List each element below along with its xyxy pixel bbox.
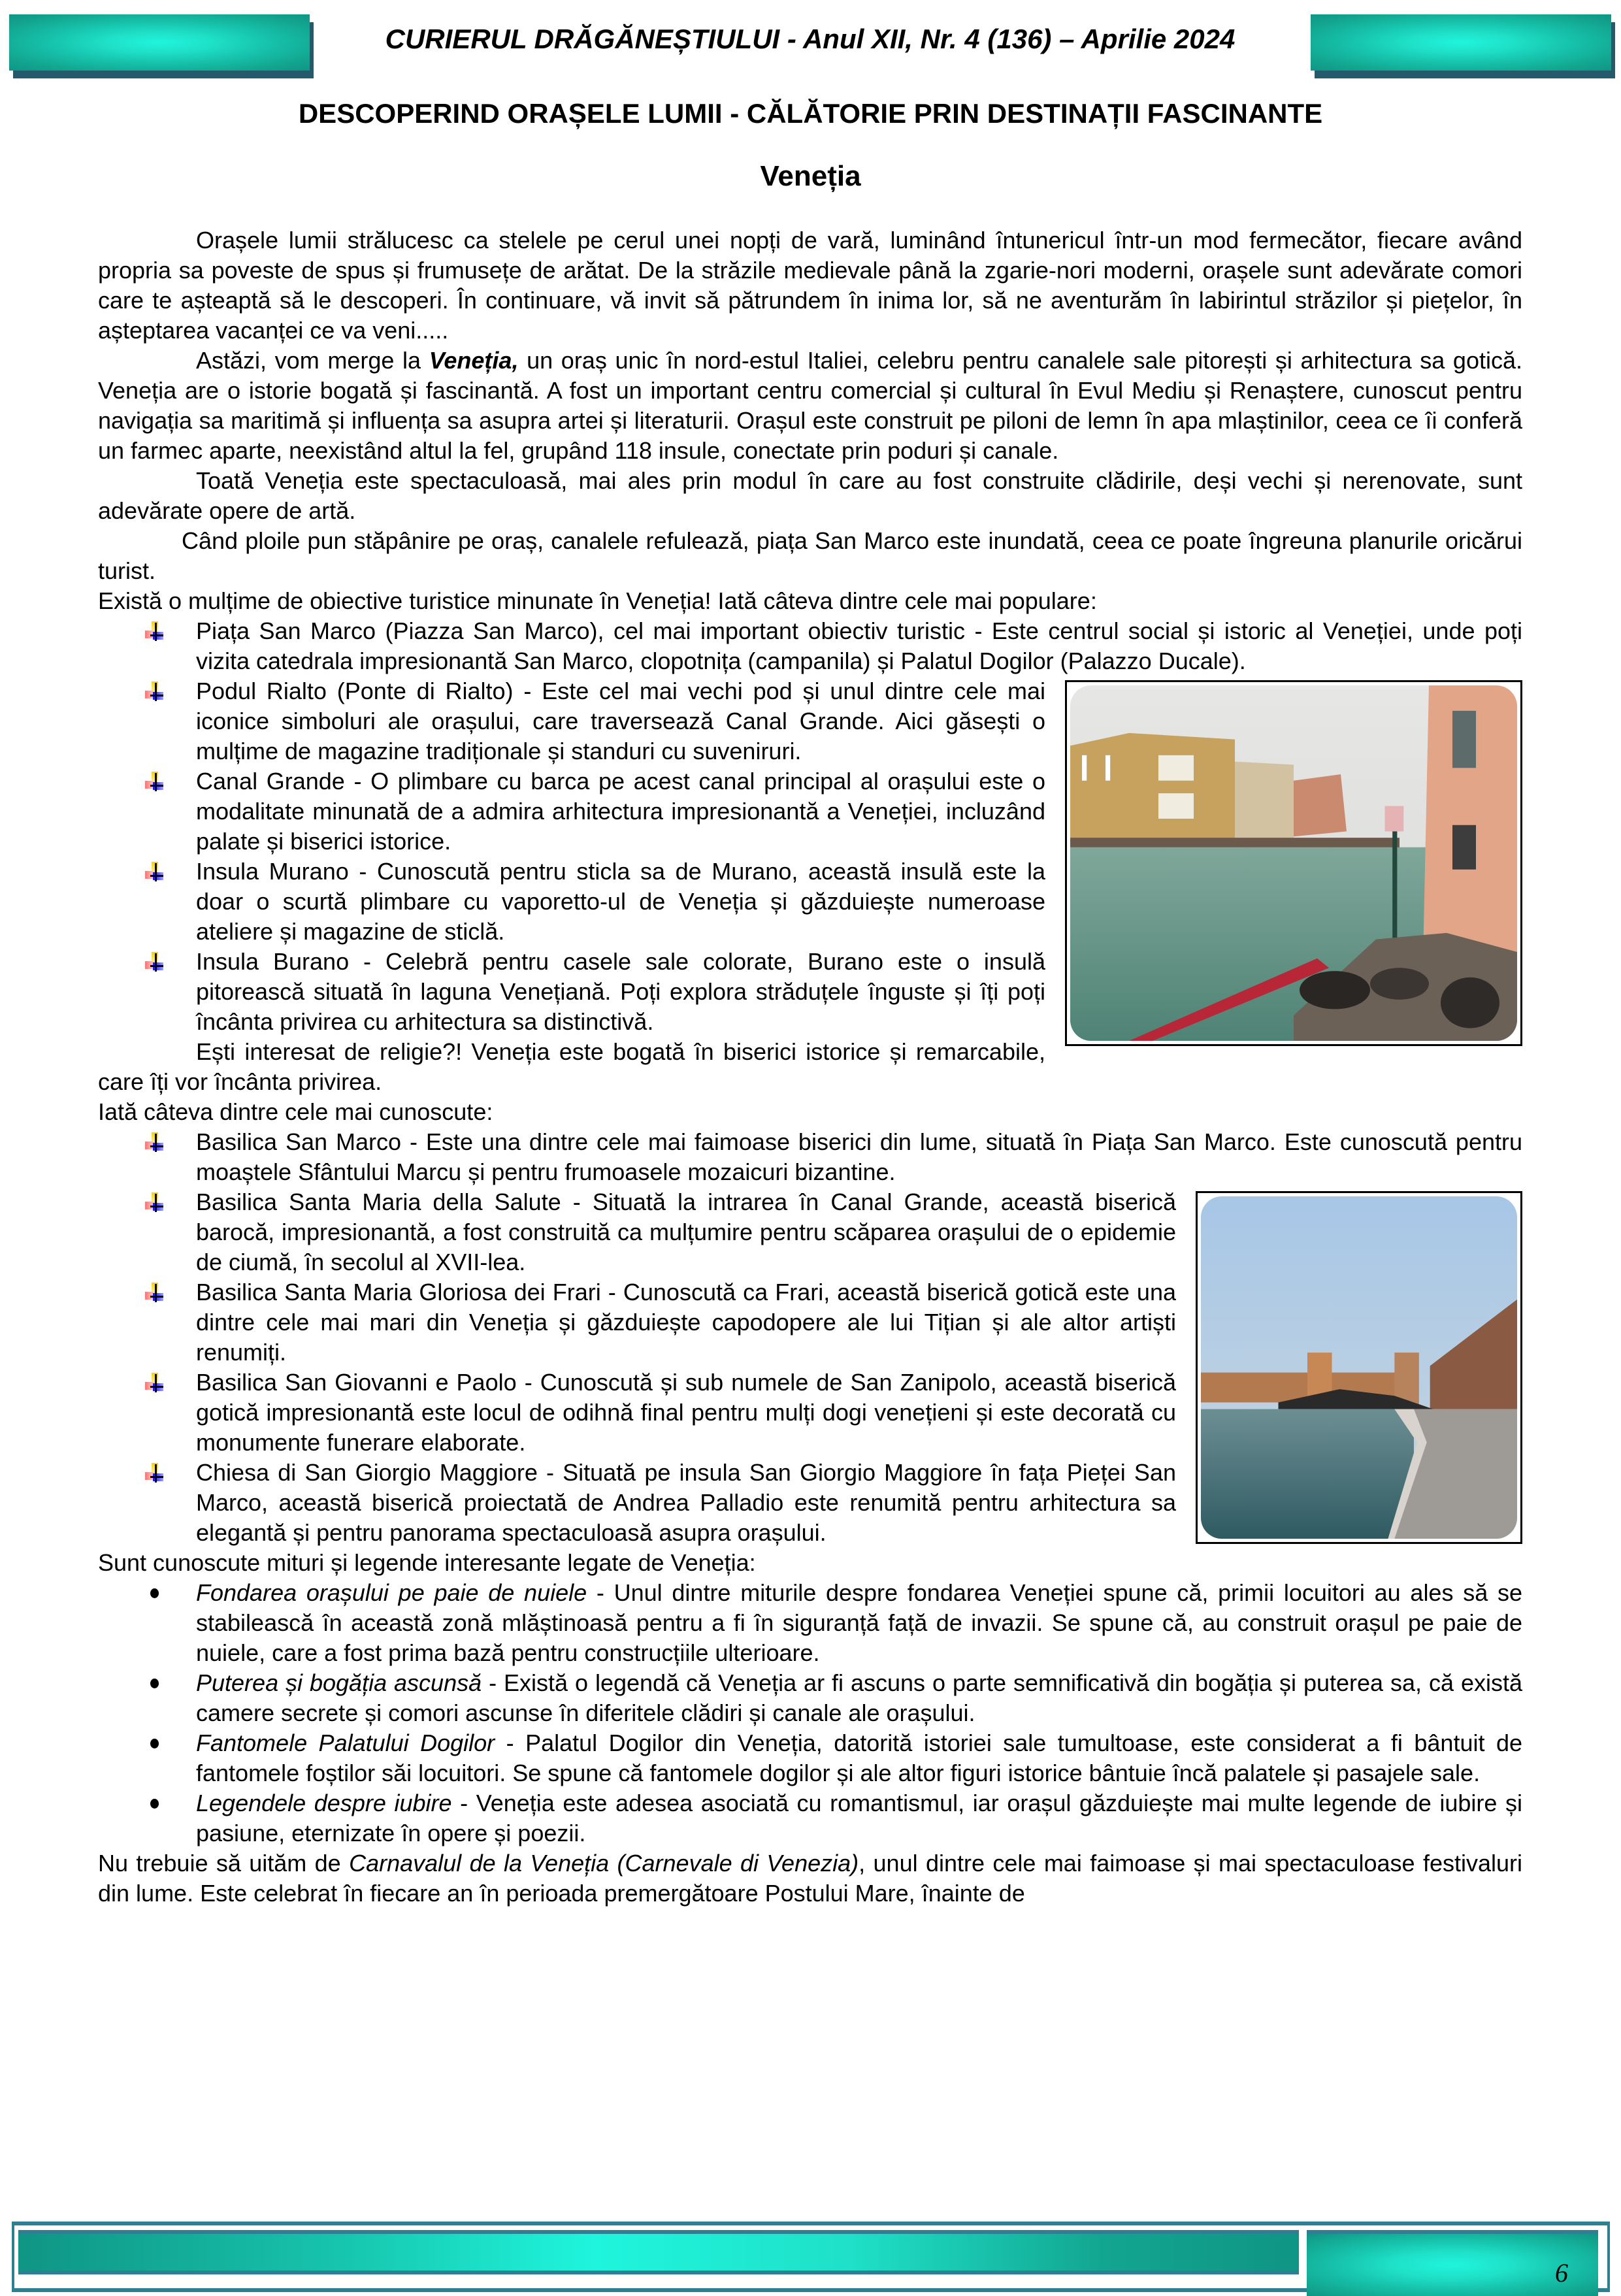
legend-text: - Veneția este adesea asociată cu romantismul, iar orașul găzduiește mai multe legende de iubire și pasiune, eternizate în opere și poezii. [196, 1790, 1522, 1846]
church-text: Basilica Santa Maria della Salute - Situată la intrarea în Canal Grande, această biserică barocă, impresionantă, a fost construită ca mulțumire pentru scăparea orașului de o epidemie de ciumă, în secolul al XVII-lea. [196, 1189, 1176, 1275]
bullet-dot-icon [150, 1679, 159, 1688]
venice-highlight: Veneția, [429, 347, 519, 374]
list-item-attraction [98, 616, 1522, 676]
page-number: 6 [1555, 2258, 1568, 2288]
running-header-title: CURIERUL DRĂGĂNEȘTIULUI - Anul XII, Nr. 4 (136) – Aprilie 2024 [385, 24, 1236, 54]
church-text: Chiesa di San Giorgio Maggiore - Situată pe insula San Giorgio Maggiore în fața Pieței San Marco, această biserică proiectată de Andrea Palladio este renumită pentru arhitectura sa elegantă și pentru panorama spectaculoasă asupra orașului. [196, 1459, 1176, 1546]
attraction-text: Insula Burano - Celebră pentru casele sale colorate, Burano este o insulă pitorească situată în laguna Venețiană. Poți explora străduțele înguste și îți poți încânta privirea cu arhitectura sa distinctivă. [196, 948, 1045, 1035]
colored-square-bullet-icon [145, 862, 165, 881]
legends-list [98, 1578, 1522, 1728]
colored-square-bullet-icon [145, 681, 165, 701]
legend-title: Legendele despre iubire [196, 1790, 452, 1816]
article-title: DESCOPERIND ORAȘELE LUMII - CĂLĂTORIE PRIN DESTINAȚII FASCINANTE [298, 98, 1323, 129]
architecture-paragraph: Toată Veneția este spectaculoasă, mai ales prin modul în care au fost construite clădirile, deși vechi și nerenovate, sunt adevărate opere de artă. [98, 467, 1522, 524]
attraction-text: Canal Grande - O plimbare cu barca pe acest canal principal al orașului este o modalitate minunată de a admira arhitectura impresionantă a Veneției, incluzând palate și biserici istorice. [196, 768, 1045, 855]
list-item-legend [98, 1578, 1522, 1668]
list-item-church [98, 1127, 1522, 1187]
list-item-legend [98, 1728, 1522, 1788]
carnival-name: Carnavalul de la Veneția (Carnevale di Venezia) [349, 1850, 859, 1877]
attractions-intro: Există o mulțime de obiective turistice minunate în Veneția! Iată câteva dintre cele mai populare: [98, 587, 1097, 614]
header-decoration-right [1311, 14, 1611, 71]
churches-list-continued [98, 1187, 1522, 1548]
church-text: Basilica San Giovanni e Paolo - Cunoscută și sub numele de San Zanipolo, această biserică gotică impresionantă este locul de odihnă final pentru mulți dogi venețieni și este decorată cu monumente funerare elaborate. [196, 1369, 1176, 1456]
list-item-legend [98, 1788, 1522, 1848]
bullet-dot-icon [150, 1739, 159, 1748]
venice-paragraph-rest: un oraș unic în nord-estul Italiei, celebru pentru canalele sale pitorești și arhitectura sa gotică. Veneția are o istorie bogată și fascinantă. A fost un important centru comercial și cultural în Evul Mediu și Renaștere, cunoscut pentru navigația sa maritimă și influența sa asupra artei și literaturii. Orașul este construit pe piloni de lemn în apa mlaștinilor, ceea ce îi conferă un farmec aparte, neexistând altul la fel, grupând 118 insule, conectate prin poduri și canale. [98, 347, 1522, 464]
list-item-attraction [98, 766, 1522, 857]
legends-intro: Sunt cunoscute mituri și legende interesante legate de Veneția: [98, 1549, 756, 1576]
legend-title: Puterea și bogăția ascunsă [196, 1669, 482, 1696]
article-body [98, 225, 1522, 1909]
carnival-start: Nu trebuie să uităm de [98, 1850, 350, 1877]
churches-intro: Iată câteva dintre cele mai cunoscute: [98, 1098, 493, 1125]
list-item-church [98, 1368, 1522, 1458]
list-item-church [98, 1277, 1522, 1368]
list-item-church [98, 1458, 1522, 1548]
legend-title: Fondarea orașului pe paie de nuiele [196, 1579, 587, 1606]
list-item-attraction [98, 857, 1522, 947]
attraction-text: Podul Rialto (Ponte di Rialto) - Este cel mai vechi pod și unul dintre cele mai iconice simboluri ale orașului, care traversează Canal Grande. Aici găsești o mulțime de magazine tradiționale și standuri cu suveniruri. [196, 678, 1045, 764]
carnival-rest: , unul dintre cele mai faimoase și mai spectaculoase festivaluri din lume. Este celebrat în fiecare an în perioada premergătoare Postului Mare, înainte de [98, 1850, 1523, 1907]
bullet-dot-icon [150, 1588, 159, 1598]
colored-square-bullet-icon [145, 1192, 165, 1212]
attractions-list-continued [98, 676, 1522, 1037]
venice-paragraph-start: Astăzi, vom merge la [196, 347, 429, 374]
list-item-attraction [98, 947, 1522, 1037]
colored-square-bullet-icon [145, 1373, 165, 1392]
list-item-legend [98, 1668, 1522, 1728]
legend-text: - Există o legendă că Veneția ar fi ascuns o parte semnificativă din bogăția și puterea sa, că există camere secrete și comori ascunse în diferitele clădiri și canale ale orașului. [196, 1669, 1522, 1726]
article-subtitle: Veneția [760, 160, 861, 192]
attractions-list [98, 616, 1522, 676]
attraction-text: Insula Murano - Cunoscută pentru sticla sa de Murano, această insulă este la doar o scurtă plimbare cu vaporetto-ul de Veneția și găzduiește numeroase ateliere și magazine de sticlă. [196, 858, 1045, 945]
legend-text: - Unul dintre miturile despre fondarea Veneției spune că, primii locuitori au ales să se stabilească în această zonă mlăștinoasă pentru a fi în siguranță față de invazii. Se spune că, au construit orașul pe paie de nuiele, care a fost prima bază pentru construcțiile ulterioare. [196, 1579, 1522, 1666]
churches-list [98, 1127, 1522, 1187]
colored-square-bullet-icon [145, 1132, 165, 1152]
bullet-dot-icon [150, 1799, 159, 1809]
religion-paragraph: Ești interesat de religie?! Veneția este bogată în biserici istorice și remarcabile, care îți vor încânta privirea. [98, 1038, 1045, 1095]
intro-paragraph: Orașele lumii strălucesc ca stelele pe cerul unei nopți de vară, luminând întunericul într-un mod fermecător, fiecare având propria sa poveste de spus și frumusețe de arătat. De la străzile medievale până la zgarie-nori moderni, orașele sunt adevărate comori care te așteaptă să le descoperi. În continuare, vă invit să pătrundem în inima lor, să ne aventurăm în labirintul străzilor și piețelor, în așteptarea vacanței ce va veni..... [98, 227, 1522, 344]
list-item-attraction [98, 676, 1522, 766]
colored-square-bullet-icon [145, 772, 165, 791]
legends-list-continued [98, 1728, 1522, 1848]
legend-title: Fantomele Palatului Dogilor [196, 1730, 495, 1756]
church-text: Basilica Santa Maria Gloriosa dei Frari - Cunoscută ca Frari, această biserică gotică este una dintre cele mai mari din Veneția și găzduiește capodopere ale lui Tițian și ale altor artiști renumiți. [196, 1279, 1176, 1366]
colored-square-bullet-icon [145, 1283, 165, 1302]
colored-square-bullet-icon [145, 621, 165, 641]
footer-decoration-bar [18, 2230, 1299, 2274]
venice-paragraph [98, 346, 1522, 466]
attraction-text: Piața San Marco (Piazza San Marco), cel mai important obiectiv turistic - Este centrul social și istoric al Veneției, unde poți vizita catedrala impresionantă San Marco, clopotnița (campanila) și Palatul Dogilor (Palazzo Ducale). [196, 617, 1522, 674]
carnival-paragraph [98, 1848, 1522, 1909]
legend-text: - Palatul Dogilor din Veneția, datorită istoriei sale tumultoase, este considerat a fi bântuit de fantomele foștilor săi locuitori. Se spune că fantomele dogilor și ale altor figuri istorice bântuie încă palatele și pasajele sale. [196, 1730, 1522, 1786]
header-decoration-left [9, 14, 310, 71]
colored-square-bullet-icon [145, 952, 165, 972]
colored-square-bullet-icon [145, 1463, 165, 1483]
church-text: Basilica San Marco - Este una dintre cele mai faimoase biserici din lume, situată în Piața San Marco. Este cunoscută pentru moaștele Sfântului Marcu și pentru frumoasele mozaicuri bizantine. [196, 1128, 1522, 1185]
list-item-church [98, 1187, 1522, 1277]
rain-paragraph: Când ploile pun stăpânire pe oraș, canalele refulează, piața San Marco este inundată, ceea ce poate îngreuna planurile oricărui turist. [98, 527, 1522, 584]
